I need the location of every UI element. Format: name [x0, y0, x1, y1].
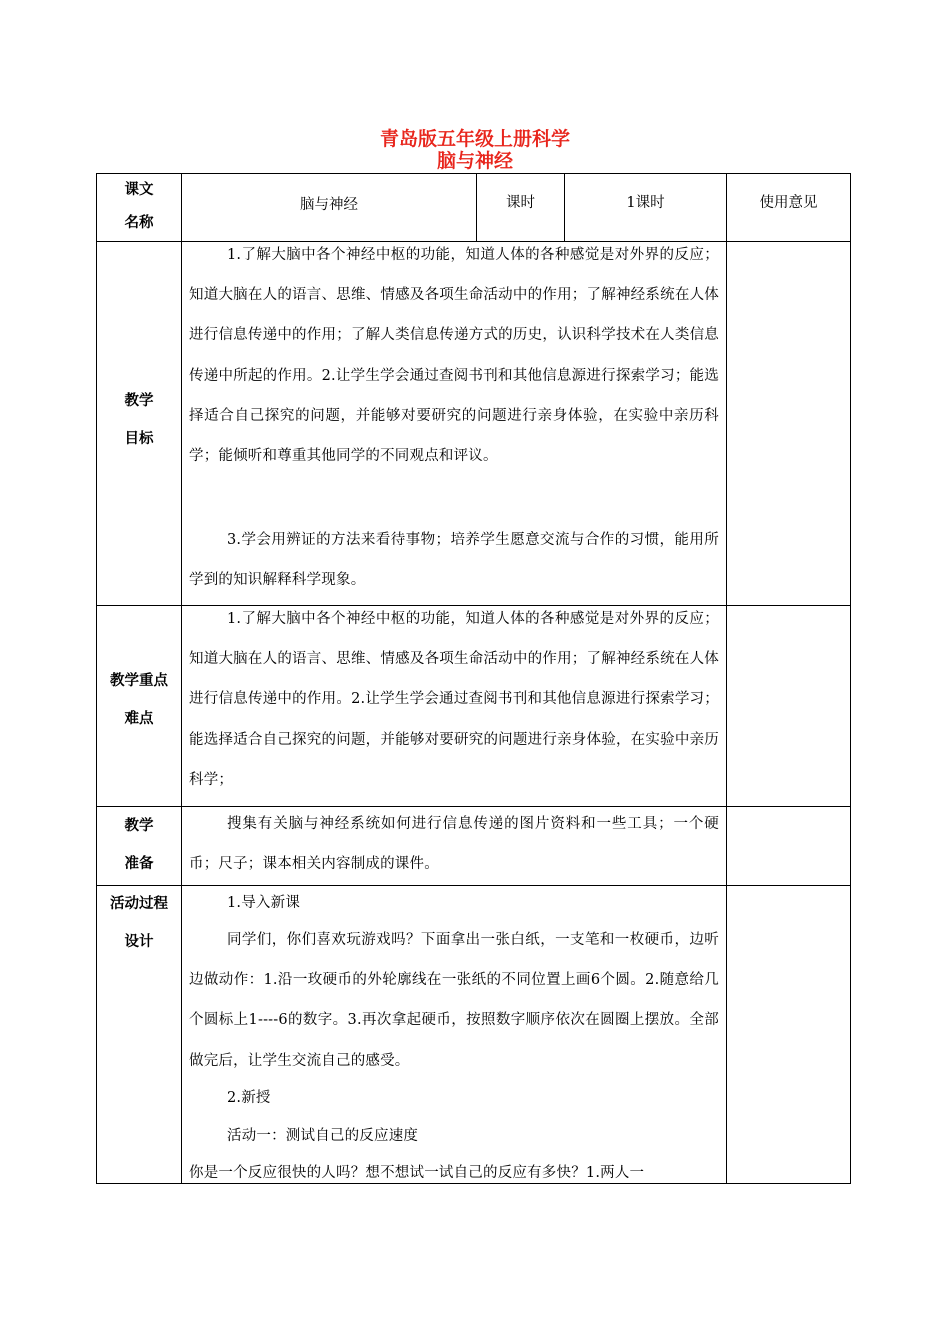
activity-label: [96, 885, 182, 961]
objectives-label: [96, 382, 182, 458]
activity-step-2: 2.新授: [227, 1090, 271, 1106]
key-points-label-line2: 难点: [124, 711, 154, 727]
objectives-label-line2: 目标: [124, 431, 154, 447]
key-points-paragraph: 1.了解大脑中各个神经中枢的功能，知道人体的各种感觉是对外界的反应；知道大脑在人的语言、思维、情感及各项生命活动中的作用；了解神经系统在人体进行信息传递中的作用。2.让学生学会通过查阅书刊和其他信息源进行探索学习；能选择适合自己探究的问题，并能够对要研究的问题进行亲身体验，在实验中亲历科学；: [189, 611, 719, 788]
lesson-name-label-line2: 名称: [124, 215, 154, 231]
period-label: 课时: [506, 195, 535, 211]
opinion-label: 使用意见: [759, 195, 818, 211]
activity-1-heading: 活动一：测试自己的反应速度: [227, 1128, 419, 1144]
activity-label-line2: 设计: [124, 934, 154, 950]
lesson-name-label: [96, 174, 182, 240]
objectives-label-line1: 教学: [124, 393, 154, 409]
activity-paragraph-1: 同学们，你们喜欢玩游戏吗？下面拿出一张白纸，一支笔和一枚硬币，边听边做动作：1.沿一玫硬币的外轮廓线在一张纸的不同位置上画6个圆。2.随意给几个圆标上1----6的数字。3.再次拿起硬币，按照数字顺序依次在圆圈上摆放。全部做完后，让学生交流自己的感受。: [189, 932, 719, 1069]
key-points-label-line1: 教学重点: [110, 673, 168, 689]
document-title: 青岛版五年级上册科学: [379, 128, 570, 150]
activity-label-line1: 活动过程: [110, 896, 168, 912]
table-border-top: [96, 173, 851, 174]
lesson-name-label-line1: 课文: [124, 182, 154, 198]
preparation-label: [96, 807, 182, 883]
key-points-label: [96, 662, 182, 738]
activity-step-1: 1.导入新课: [227, 895, 301, 911]
period-value: 1课时: [626, 195, 665, 211]
activity-paragraph-2: 你是一个反应很快的人吗？想不想试一试自己的反应有多快？1.两人一: [189, 1165, 645, 1181]
preparation-paragraph: 搜集有关脑与神经系统如何进行信息传递的图片资料和一些工具；一个硬币；尺子；课本相关内容制成的课件。: [189, 816, 719, 873]
preparation-label-line1: 教学: [124, 818, 154, 834]
table-border-right: [850, 173, 851, 1184]
preparation-label-line2: 准备: [124, 856, 154, 872]
objectives-paragraph-1: 1.了解大脑中各个神经中枢的功能，知道人体的各种感觉是对外界的反应；知道大脑在人的语言、思维、情感及各项生命活动中的作用；了解神经系统在人体进行信息传递中的作用；了解人类信息传递方式的历史，认识科学技术在人类信息传递中所起的作用。2.让学生学会通过查阅书刊和其他信息源进行探索学习；能选择适合自己探究的问题，并能够对要研究的问题进行亲身体验，在实验中亲历科学；能倾听和尊重其他同学的不同观点和评议。: [189, 247, 719, 465]
table-col-divider: [726, 173, 727, 1184]
document-subtitle: 脑与神经: [436, 150, 513, 172]
objectives-paragraph-2: 3.学会用辨证的方法来看待事物；培养学生愿意交流与合作的习惯，能用所学到的知识解释科学现象。: [189, 532, 719, 589]
lesson-name-value: 脑与神经: [300, 197, 358, 213]
